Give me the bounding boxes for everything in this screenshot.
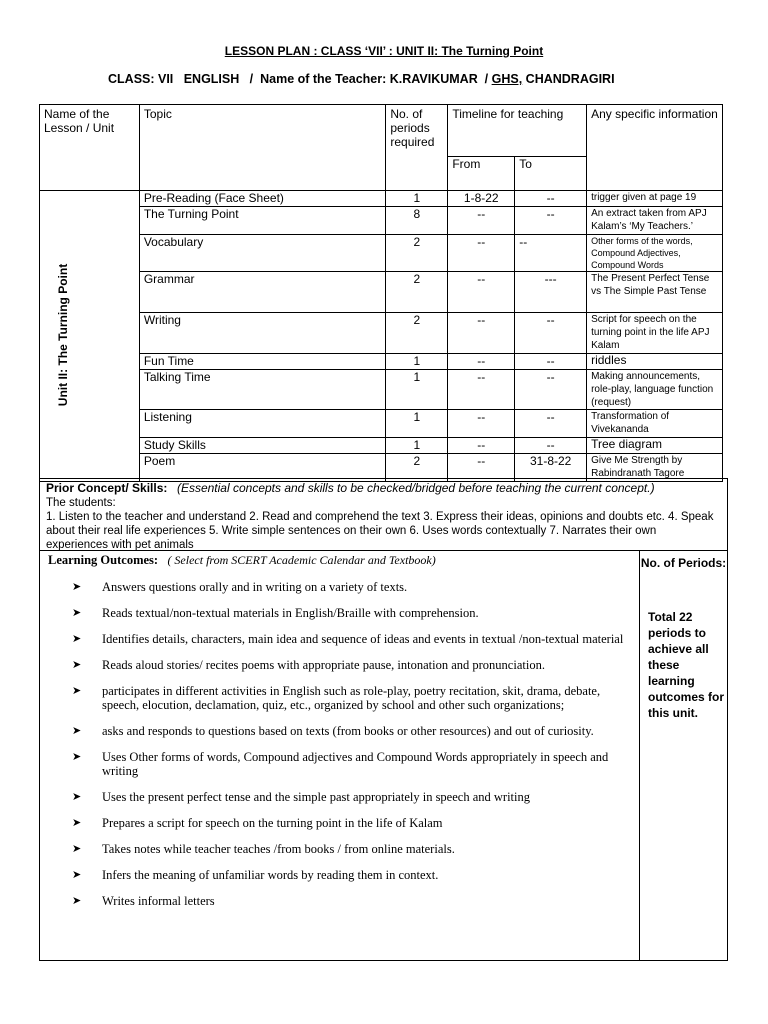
topic-cell: Grammar	[139, 272, 386, 313]
to-cell: --	[515, 410, 587, 438]
header-topic: Topic	[139, 105, 386, 191]
list-item	[72, 658, 631, 672]
table-row	[40, 354, 723, 370]
table-row	[40, 207, 723, 235]
list-item	[72, 790, 631, 804]
topic-cell: Pre-Reading (Face Sheet)	[139, 191, 386, 207]
periods-cell: 1	[386, 370, 448, 410]
info-cell: Tree diagram	[587, 438, 723, 454]
from-cell: --	[448, 370, 515, 410]
periods-cell: 1	[386, 354, 448, 370]
concepts-box	[39, 478, 728, 961]
teacher-name: K.RAVIKUMAR /	[386, 72, 492, 86]
list-item	[72, 606, 631, 620]
prior-hint: (Essential concepts and skills to be checked/bridged before teaching the current concept.)	[176, 481, 655, 495]
header-timeline: Timeline for teaching	[448, 105, 587, 157]
arrow-bullet-icon: ➤	[72, 894, 82, 907]
outcome-text: Answers questions orally and in writing on a variety of texts.	[102, 580, 408, 594]
arrow-bullet-icon: ➤	[72, 816, 82, 829]
topic-cell: Poem	[139, 454, 386, 482]
table-row	[40, 410, 723, 438]
topic-cell: The Turning Point	[139, 207, 386, 235]
periods-cell: 8	[386, 207, 448, 235]
unit-name-cell	[40, 191, 140, 482]
table-row	[40, 370, 723, 410]
from-cell: --	[448, 235, 515, 272]
periods-cell: 2	[386, 313, 448, 354]
list-item	[72, 816, 631, 830]
prior-concepts-section	[40, 479, 727, 551]
info-cell: Give Me Strength by Rabindranath Tagore	[587, 454, 723, 482]
class-teacher-line	[108, 72, 615, 86]
prior-text: 1. Listen to the teacher and understand 2. Read and comprehend the text 3. Express their ideas, opinions and doubts etc. 4. Speak about their real life experiences 5. Write simple sentences on their own 6. Uses words contextually 7. Narrates their own experiences with pet animals	[46, 511, 714, 551]
from-cell: --	[448, 313, 515, 354]
info-cell: riddles	[587, 354, 723, 370]
outcomes-hint: ( Select from SCERT Academic Calendar and Textbook)	[167, 553, 436, 567]
arrow-bullet-icon: ➤	[72, 842, 82, 855]
info-cell: Making announcements, role-play, language function (request)	[587, 370, 723, 410]
to-cell: --	[515, 235, 587, 272]
from-cell: 1-8-22	[448, 191, 515, 207]
outcome-text: Prepares a script for speech on the turning point in the life of Kalam	[102, 816, 443, 830]
from-cell: --	[448, 438, 515, 454]
arrow-bullet-icon: ➤	[72, 684, 82, 697]
topic-cell: Listening	[139, 410, 386, 438]
to-cell: ---	[515, 272, 587, 313]
to-cell: --	[515, 370, 587, 410]
arrow-bullet-icon: ➤	[72, 790, 82, 803]
outcome-text: participates in different activities in English such as role-play, poetry recitation, skit, drama, debate, speech, elocution, declamation, quiz, etc., organized by school and other such organizations;	[102, 684, 601, 712]
header-to: To	[515, 157, 587, 191]
from-cell: --	[448, 410, 515, 438]
info-cell: Script for speech on the turning point in the life APJ Kalam	[587, 313, 723, 354]
arrow-bullet-icon: ➤	[72, 724, 82, 737]
header-info: Any specific information	[587, 105, 723, 191]
to-cell: --	[515, 207, 587, 235]
list-item	[72, 842, 631, 856]
outcome-text: Reads textual/non-textual materials in English/Braille with comprehension.	[102, 606, 479, 620]
header-periods: No. of periods required	[386, 105, 448, 191]
list-item	[72, 632, 631, 646]
school-name: GHS,	[491, 72, 523, 86]
arrow-bullet-icon: ➤	[72, 580, 82, 593]
from-cell: --	[448, 354, 515, 370]
periods-section	[640, 551, 727, 960]
list-item	[72, 894, 631, 908]
page-title: LESSON PLAN : CLASS ‘VII’ : UNIT II: The Turning Point	[224, 44, 544, 58]
outcome-text: Reads aloud stories/ recites poems with appropriate pause, intonation and pronunciation.	[102, 658, 545, 672]
arrow-bullet-icon: ➤	[72, 658, 82, 671]
table-row	[40, 191, 723, 207]
to-cell: --	[515, 354, 587, 370]
periods-cell: 2	[386, 272, 448, 313]
place-name: CHANDRAGIRI	[522, 72, 615, 86]
class-label: CLASS: VII ENGLISH / Name of the Teacher:	[108, 72, 387, 86]
periods-cell: 2	[386, 454, 448, 482]
lesson-table	[39, 104, 723, 482]
arrow-bullet-icon: ➤	[72, 606, 82, 619]
info-cell: An extract taken from APJ Kalam’s ‘My Teachers.’	[587, 207, 723, 235]
prior-heading: Prior Concept/ Skills:	[46, 481, 168, 495]
info-cell: Other forms of the words, Compound Adjectives, Compound Words	[587, 235, 723, 272]
arrow-bullet-icon: ➤	[72, 868, 82, 881]
topic-cell: Fun Time	[139, 354, 386, 370]
to-cell: 31-8-22	[515, 454, 587, 482]
list-item	[72, 684, 631, 712]
topic-cell: Vocabulary	[139, 235, 386, 272]
periods-cell: 2	[386, 235, 448, 272]
outcome-text: asks and responds to questions based on texts (from books or other resources) and out of curiosity.	[102, 724, 594, 738]
info-cell: The Present Perfect Tense vs The Simple Past Tense	[587, 272, 723, 313]
periods-cell: 1	[386, 410, 448, 438]
outcomes-list	[48, 580, 631, 908]
table-row	[40, 313, 723, 354]
to-cell: --	[515, 313, 587, 354]
outcome-text: Uses the present perfect tense and the simple past appropriately in speech and writing	[102, 790, 530, 804]
list-item	[72, 580, 631, 594]
outcome-text: Uses Other forms of words, Compound adjectives and Compound Words appropriately in speech and writing	[102, 750, 609, 778]
outcome-text: Infers the meaning of unfamiliar words by reading them in context.	[102, 868, 439, 882]
info-cell: Transformation of Vivekananda	[587, 410, 723, 438]
prior-intro: The students:	[46, 497, 116, 509]
from-cell: --	[448, 454, 515, 482]
list-item	[72, 750, 631, 778]
arrow-bullet-icon: ➤	[72, 750, 82, 763]
arrow-bullet-icon: ➤	[72, 632, 82, 645]
periods-cell: 1	[386, 191, 448, 207]
header-from: From	[448, 157, 515, 191]
topic-cell: Talking Time	[139, 370, 386, 410]
table-row	[40, 272, 723, 313]
from-cell: --	[448, 207, 515, 235]
outcome-text: Identifies details, characters, main idea and sequence of ideas and events in textual /non-textual material	[102, 632, 624, 646]
topic-cell: Study Skills	[139, 438, 386, 454]
outcomes-heading: Learning Outcomes:	[48, 553, 159, 567]
table-row	[40, 438, 723, 454]
periods-cell: 1	[386, 438, 448, 454]
periods-total-text: Total 22 periods to achieve all these learning outcomes for this unit.	[648, 610, 725, 720]
outcome-text: Takes notes while teacher teaches /from books / from online materials.	[102, 842, 455, 856]
table-row	[40, 235, 723, 272]
header-lesson: Name of the Lesson / Unit	[40, 105, 140, 191]
list-item	[72, 724, 631, 738]
to-cell: --	[515, 191, 587, 207]
outcome-text: Writes informal letters	[102, 894, 215, 908]
to-cell: --	[515, 438, 587, 454]
periods-heading: No. of Periods:	[640, 556, 727, 570]
topic-cell: Writing	[139, 313, 386, 354]
list-item	[72, 868, 631, 882]
learning-outcomes-section	[40, 551, 640, 960]
from-cell: --	[448, 272, 515, 313]
info-cell: trigger given at page 19	[587, 191, 723, 207]
unit-name: Unit II: The Turning Point	[56, 263, 71, 407]
